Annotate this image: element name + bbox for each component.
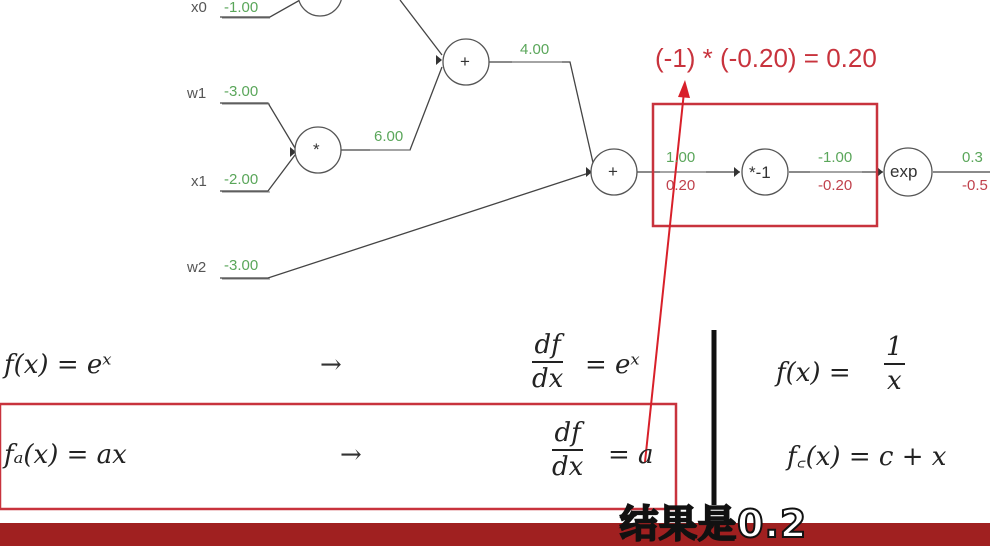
edge-value-neg-forward: -1.00	[818, 149, 853, 166]
input-value-x1: -2.00	[224, 171, 259, 188]
wire-top-in	[400, 0, 442, 55]
input-label-w1: w1	[187, 85, 207, 102]
edge-value-add1-out: 4.00	[520, 41, 550, 58]
fraction-linear-denominator: dx	[552, 452, 584, 482]
wire-add1-out	[489, 62, 594, 167]
fraction-exp-numerator: df	[532, 332, 563, 363]
edge-value-neg-gradient: -0.20	[818, 177, 853, 194]
input-value-w2: -3.00	[224, 257, 259, 274]
edge-value-add2-forward: 1.00	[666, 149, 696, 166]
wire-w1	[220, 103, 295, 148]
formula-exp-function: f(x) = eˣ	[4, 350, 112, 380]
fraction-linear-derivative	[552, 420, 583, 480]
fraction-inverse-denominator: x	[886, 366, 902, 396]
fraction-inverse-numerator: 1	[884, 334, 905, 365]
arrow-linear: →	[340, 440, 362, 470]
edge-value-exp-forward: 0.3	[962, 149, 983, 166]
formula-constant-function: f꜀(x) = c + x	[787, 442, 947, 472]
node-top-partial	[298, 0, 342, 16]
fraction-inverse	[884, 334, 905, 394]
subtitle-bar	[0, 523, 990, 546]
pointer-arrow-line	[645, 92, 684, 462]
fraction-exp-derivative	[532, 332, 563, 392]
input-value-x0: -1.00	[224, 0, 259, 16]
node-exp-label: exp	[890, 162, 918, 181]
input-label-x1: x1	[191, 173, 207, 190]
arrow-exp: →	[320, 350, 342, 380]
node-mul-label: *	[313, 140, 320, 159]
input-label-x0: x0	[191, 0, 207, 16]
edge-value-exp-gradient: -0.5	[962, 177, 988, 194]
wire-w2	[220, 172, 592, 278]
fraction-exp-denominator: dx	[532, 364, 564, 394]
annotation-calculation: (-1) * (-0.20) = 0.20	[655, 43, 877, 73]
input-label-w2: w2	[187, 259, 207, 276]
input-value-w1: -3.00	[224, 83, 259, 100]
subtitle-caption: 结果是0.2	[620, 502, 808, 546]
formula-linear-function: fₐ(x) = ax	[4, 440, 127, 470]
edge-value-mul-out: 6.00	[374, 128, 404, 145]
formula-linear-derivative-rhs: = a	[608, 440, 654, 470]
node-neg-label: *-1	[749, 163, 771, 182]
node-add2-label: +	[608, 162, 618, 181]
edge-value-add2-gradient: 0.20	[666, 177, 696, 194]
node-add1-label: +	[460, 52, 470, 71]
pointer-arrowhead	[678, 80, 690, 98]
formula-exp-derivative-rhs: = eˣ	[585, 350, 640, 380]
fraction-linear-numerator: df	[552, 420, 583, 451]
formula-inverse-function: f(x) =	[776, 358, 851, 388]
